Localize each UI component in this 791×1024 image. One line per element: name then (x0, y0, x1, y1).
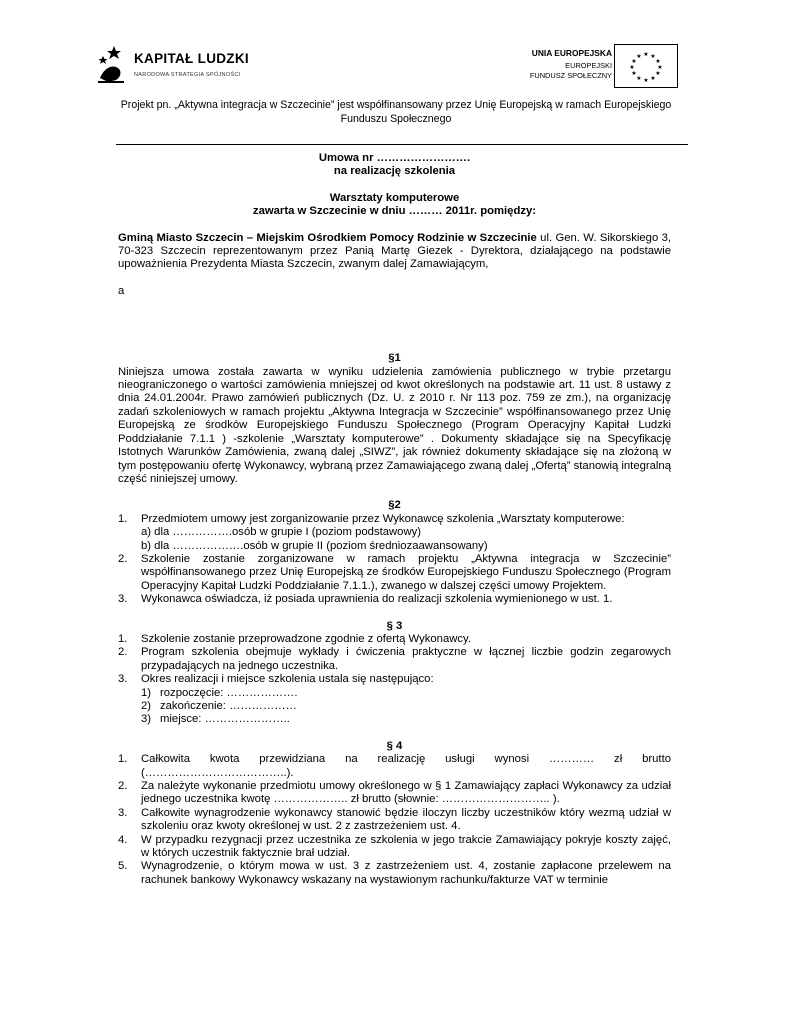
svg-text:★: ★ (657, 64, 663, 71)
section-4-item: 4. W przypadku rezygnacji przez uczestnika ze szkolenia w jego trakcie Zamawiający pokryje koszty zajęć, w których uczestnik faktycznie brał udział. (118, 833, 671, 860)
eu-logo-line3: FUNDUSZ SPOŁECZNY (529, 71, 612, 80)
eu-flag-icon (614, 44, 678, 88)
svg-text:★: ★ (655, 58, 661, 65)
section-2-item: 3. Wykonawca oświadcza, iż posiada uprawnienia do realizacji szkolenia wymienionego w ust. 1. (118, 593, 613, 606)
training-name: Warsztaty komputerowe (329, 191, 460, 204)
section-4-item: 5. Wynagrodzenie, o którym mowa w ust. 3 z zastrzeżeniem ust. 4, zostanie zapłacone przelewem na rachunek bankowy Wykonawcy wskazany na wystawionym rachunku/fakturze VAT w terminie (118, 860, 671, 886)
svg-text:★: ★ (631, 58, 637, 65)
project-funding-note: Projekt pn. „Aktywna integracja w Szczecinie” jest współfinansowany przez Unię Europejską w ramach Europejskiego Funduszu Społecznego (120, 99, 672, 125)
section-2-subitem-b: b) dla ……………….osób w grupie II (poziom średniozaawansowany) (141, 539, 488, 552)
section-1-heading: §1 (388, 352, 401, 365)
svg-text:★: ★ (636, 75, 642, 82)
section-4-item: 2. Za należyte wykonanie przedmiotu umowy określonego w § 1 Zamawiający zapłaci Wykonawcy za udział jednego uczestnika kwotę ……………….. zł brutto (słownie: ……………………….. ). (118, 780, 671, 806)
svg-text:★: ★ (650, 75, 656, 82)
contract-subject: na realizację szkolenia (333, 165, 456, 178)
section-2-item: 1. Przedmiotem umowy jest zorganizowanie przez Wykonawcę szkolenia „Warsztaty komputerowe: (118, 512, 625, 525)
eu-logo-line2: EUROPEJSKI (565, 61, 612, 70)
party-details: ul. Gen. W. Sikorskiego 3, 70-323 Szczecin reprezentowanym przez Panią Martę Giezek - Dyrektora, działającego na podstawie upoważnienia Prezydenta Miasta Szczecin, zwanym dalej Zamawiającym, (118, 231, 671, 271)
kapital-ludzki-logo (94, 42, 274, 84)
section-2-heading: §2 (388, 499, 401, 512)
svg-text:★: ★ (643, 51, 649, 58)
and-separator: a (118, 284, 125, 297)
section-3-heading: § 3 (386, 619, 403, 632)
section-4-heading: § 4 (386, 739, 403, 752)
svg-text:★: ★ (629, 64, 635, 71)
svg-text:★: ★ (650, 53, 656, 60)
contract-number: Umowa nr ……………………. (318, 152, 471, 164)
party-name: Gminą Miasto Szczecin – Miejskim Ośrodkiem Pomocy Rodzinie w Szczecinie (118, 231, 537, 244)
eu-logo-line1: UNIA EUROPEJSKA (531, 48, 612, 58)
kapital-ludzki-title: KAPITAŁ LUDZKI (134, 51, 249, 66)
contract-body (118, 152, 671, 887)
section-2-subitem-a: a) dla …………….osób w grupie I (poziom podstawowy) (141, 526, 422, 539)
page-header (0, 0, 791, 150)
eu-logo (520, 44, 680, 88)
kapital-ludzki-subtitle: NARODOWA STRATEGIA SPÓJNOŚCI (134, 72, 241, 78)
header-divider (116, 144, 688, 145)
section-4-item: 1. Całkowita kwota przewidziana na realizację usługi wynosi ………… zł brutto (………………………………..). (118, 753, 671, 779)
section-3-subitem: 2) zakończenie: ……………… (141, 700, 297, 712)
section-3-item: 1. Szkolenie zostanie przeprowadzone zgodnie z ofertą Wykonawcy. (118, 632, 471, 645)
section-4-item: 3. Całkowite wynagrodzenie wykonawcy stanowić będzie iloczyn liczby uczestników który wezmą udział w szkoleniu oraz kwoty określonej w ust. 2 z zastrzeżeniem ust. 4. (118, 806, 671, 833)
svg-text:★: ★ (655, 70, 661, 77)
kapital-ludzki-emblem-icon (94, 42, 128, 84)
section-1-text: Niniejsza umowa została zawarta w wyniku udzielenia zamówienia publicznego w trybie przetargu nieograniczonego o wartości zamówienia mniejszej od kwot określonych na podstawie art. 11 ust. 8 ustawy z dnia 24.01.2004r. Prawo zamówień publicznych (Dz. U. z 2010 r. Nr 113 poz. 759 ze zm.), na organizację zadań szkoleniowych w ramach projektu „Aktywna Integracja w Szczecinie” współfinansowanego przez Unię Europejską ze środków Europejskiego Funduszu Społecznego (Program Operacyjny Kapitał Ludzki Poddziałanie 7.1.1 ) -szkolenie „Warsztaty komputerowe” . Dokumenty składające się na Specyfikację Istotnych Warunków Zamówienia, zwaną dalej „SIWZ”, jak również dokumenty składające się na złożoną w tym postępowaniu ofertę Wykonawcy, wybraną przez Zamawiającego zwaną dalej „Ofertą” stanowią integralną część niniejszej umowy. (118, 365, 671, 485)
contract-date-line: zawarta w Szczecinie w dniu ……… 2011r. pomiędzy: (252, 205, 537, 218)
section-3-item: 2. Program szkolenia obejmuje wykłady i ćwiczenia praktyczne w łącznej liczbie godzin zegarowych przypadających na jednego uczestnika. (118, 646, 671, 672)
section-3-subitem: 1) rozpoczęcie: ………………. (141, 686, 298, 699)
svg-text:★: ★ (643, 77, 649, 84)
svg-text:★: ★ (636, 53, 642, 60)
parties-paragraph (118, 232, 671, 272)
section-3-subitem: 3) miejsce: ………………….. (141, 713, 290, 726)
section-3-item: 3. Okres realizacji i miejsce szkolenia ustala się następująco: (118, 673, 434, 686)
svg-text:★: ★ (631, 70, 637, 77)
section-2-item: 2. Szkolenie zostanie zorganizowane w ramach projektu „Aktywna integracja w Szczecinie” współfinansowanego przez Unię Europejską ze środków Europejskiego Funduszu Społecznego (Program Operacyjny Kapitał Ludzki Poddziałanie 7.1.1.), zwanego w dalszej części umowy Projektem. (118, 552, 671, 592)
